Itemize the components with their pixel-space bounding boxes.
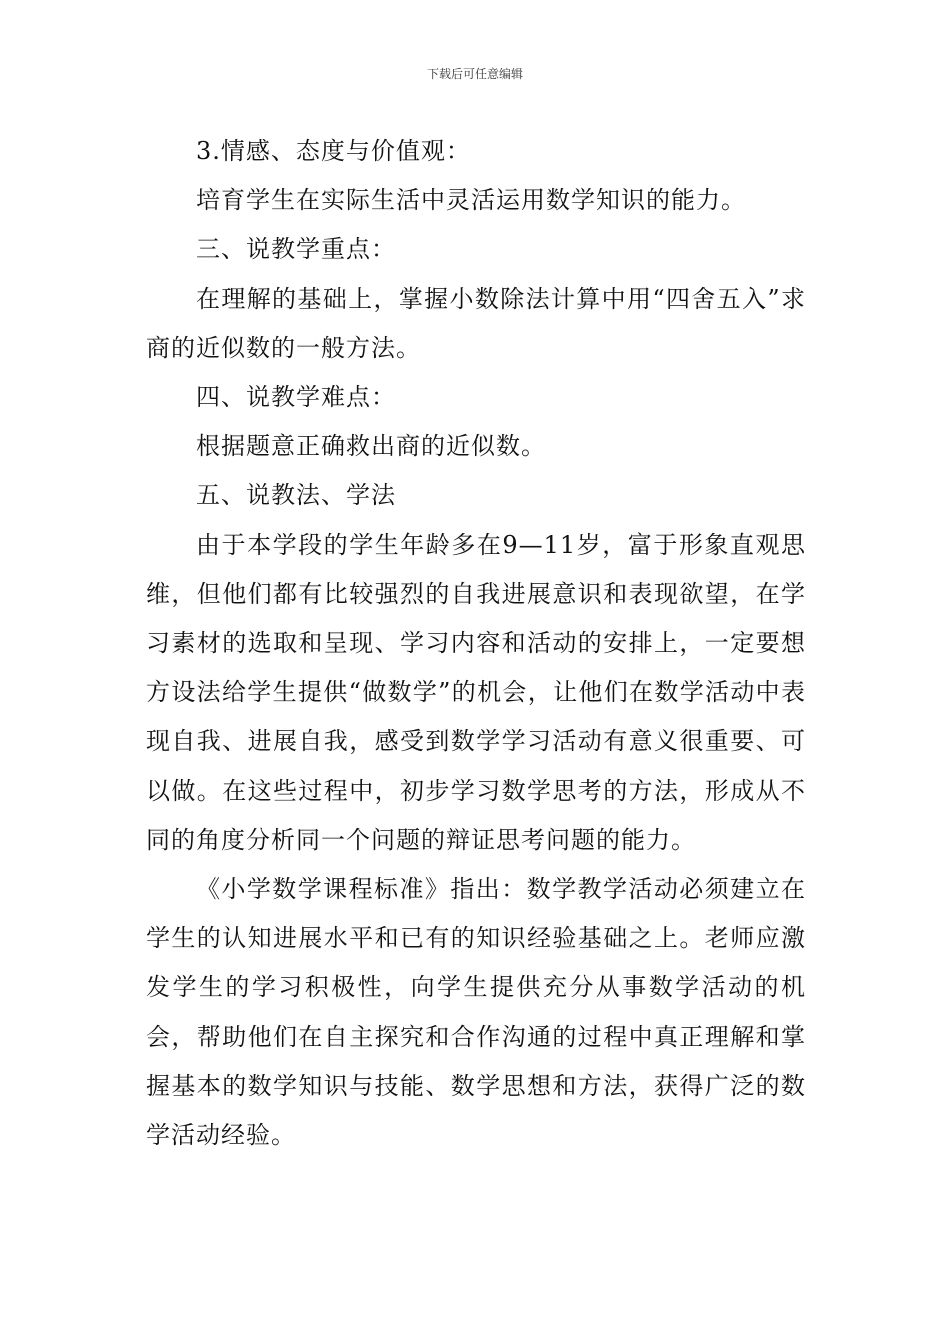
heading-difficulties: 四、说教学难点： — [196, 383, 396, 412]
paragraph-difficulties: 根据题意正确救出商的近似数。 — [196, 432, 546, 461]
paragraph-objective-3-detail: 培育学生在实际生活中灵活运用数学知识的能力。 — [196, 186, 746, 215]
heading-methods: 五、说教法、学法 — [196, 481, 396, 510]
page-header: 下载后可任意编辑 — [426, 67, 523, 81]
paragraph-key-points: 在理解的基础上，掌握小数除法计算中用“四舍五入”求商的近似数的一般方法。 — [146, 284, 806, 362]
paragraph-curriculum-standard: 《小学数学课程标准》指出：数学教学活动必须建立在学生的认知进展水平和已有的知识经验基础之上。老师应激发学生的学习积极性，向学生提供充分从事数学活动的机会，帮助他们在自主探究和合作沟通的过程中真正理解和掌握基本的数学知识与技能、数学思想和方法，获得广泛的数学活动经验。 — [146, 875, 806, 1150]
paragraph-objective-3: 3.情感、态度与价值观： — [196, 137, 471, 165]
paragraph-methods: 由于本学段的学生年龄多在9—11岁，富于形象直观思维，但他们都有比较强烈的自我进展意识和表现欲望，在学习素材的选取和呈现、学习内容和活动的安排上，一定要想方设法给学生提供“做数学”的机会，让他们在数学活动中表现自我、进展自我，感受到数学学习活动有意义很重要、可以做。在这些过程中，初步学习数学思考的方法，形成从不同的角度分析同一个问题的辩证思考问题的能力。 — [146, 530, 806, 854]
document-body — [146, 127, 806, 1160]
heading-key-points: 三、说教学重点： — [196, 235, 396, 264]
